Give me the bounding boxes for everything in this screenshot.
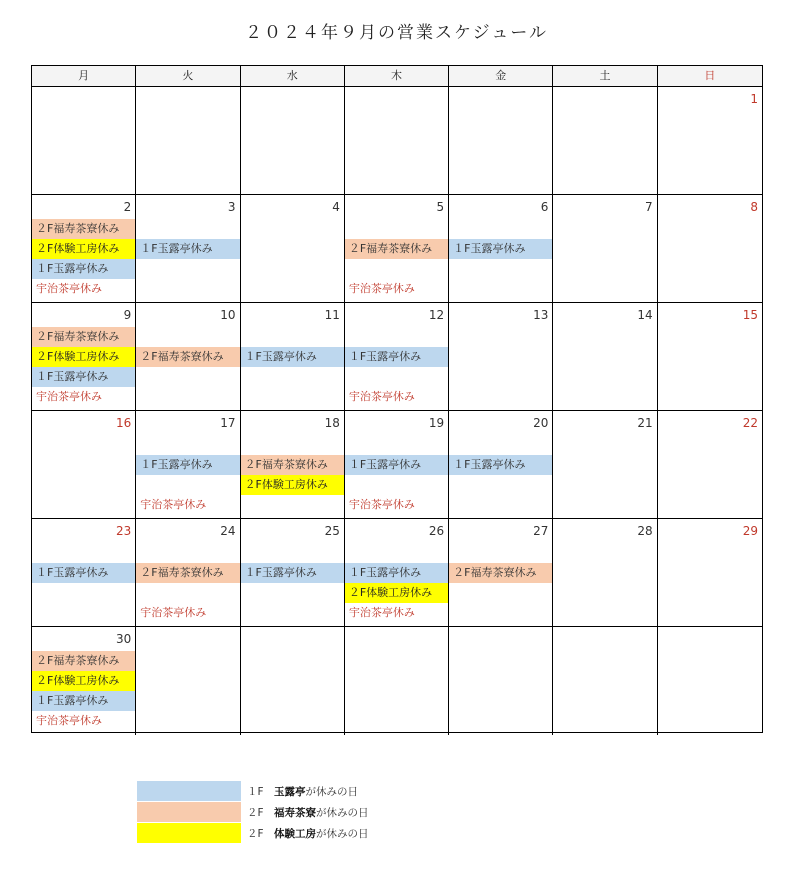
closure-event: ２F福寿茶寮休み — [241, 455, 344, 475]
day-number: 16 — [116, 416, 132, 430]
legend-row — [137, 781, 369, 801]
day-cell — [345, 195, 449, 302]
day-cell — [449, 303, 553, 410]
closure-event: 宇治茶亭休み — [348, 390, 415, 403]
day-cell — [241, 411, 345, 518]
day-number: 24 — [220, 524, 236, 538]
legend-floor: ２F — [247, 827, 275, 840]
closure-event: １F玉露亭休み — [136, 455, 239, 475]
day-cell — [345, 87, 449, 194]
day-cell — [136, 87, 240, 194]
weekday-header — [32, 66, 762, 87]
day-cell — [241, 519, 345, 626]
day-number: 19 — [428, 416, 445, 430]
day-number: 6 — [540, 200, 549, 214]
day-number: 2 — [123, 200, 132, 214]
closure-event: ２F体験工房休み — [32, 347, 135, 367]
week-row — [32, 519, 762, 627]
day-number: 30 — [116, 632, 132, 646]
weekday-sun: 日 — [658, 66, 762, 86]
closure-event: 宇治茶亭休み — [348, 282, 415, 295]
day-number: 17 — [220, 416, 236, 430]
closure-event: １F玉露亭休み — [345, 455, 448, 475]
day-number: 1 — [750, 92, 758, 106]
closure-event: ２F体験工房休み — [32, 239, 135, 259]
closure-event: ２F体験工房休み — [241, 475, 344, 495]
day-cell — [553, 627, 657, 735]
day-cell — [449, 87, 553, 194]
closure-event: ２F福寿茶寮休み — [32, 327, 135, 347]
day-cell — [241, 627, 345, 735]
day-number: 21 — [637, 416, 653, 430]
legend-label — [247, 784, 358, 799]
week-row — [32, 411, 762, 519]
closure-event: １F玉露亭休み — [32, 367, 135, 387]
closure-event: １F玉露亭休み — [345, 563, 448, 583]
closure-event: 宇治茶亭休み — [348, 606, 415, 619]
day-cell — [32, 519, 136, 626]
day-cell — [136, 303, 240, 410]
legend-floor: １F — [247, 785, 275, 798]
day-number: 22 — [742, 416, 758, 430]
weekday-thu: 木 — [345, 66, 449, 86]
day-number: 3 — [227, 200, 236, 214]
day-number: 20 — [533, 416, 549, 430]
day-cell — [658, 627, 762, 735]
weekday-fri: 金 — [449, 66, 553, 86]
closure-event: ２F福寿茶寮休み — [345, 239, 448, 259]
day-cell — [345, 303, 449, 410]
week-row — [32, 195, 762, 303]
closure-event: 宇治茶亭休み — [140, 606, 207, 619]
week-row — [32, 627, 762, 735]
closure-event: １F玉露亭休み — [241, 563, 344, 583]
day-cell — [658, 195, 762, 302]
day-cell — [345, 411, 449, 518]
day-number: 9 — [123, 308, 132, 322]
day-cell — [553, 303, 657, 410]
closure-event: ２F福寿茶寮休み — [32, 651, 135, 671]
legend-row — [137, 802, 369, 822]
day-cell — [553, 411, 657, 518]
day-cell — [32, 303, 136, 410]
closure-event: １F玉露亭休み — [345, 347, 448, 367]
closure-event: ２F福寿茶寮休み — [136, 563, 239, 583]
day-number: 15 — [742, 308, 758, 322]
day-cell — [553, 195, 657, 302]
weekday-tue: 火 — [136, 66, 240, 86]
calendar-grid — [31, 65, 763, 733]
day-number: 28 — [637, 524, 653, 538]
closure-event: 宇治茶亭休み — [140, 498, 207, 511]
day-cell — [32, 411, 136, 518]
day-number: 18 — [324, 416, 340, 430]
weekday-sat: 土 — [553, 66, 657, 86]
legend-swatch — [137, 802, 241, 822]
day-number: 7 — [645, 200, 653, 214]
legend-facility: 福寿茶寮 — [274, 806, 317, 819]
closure-event: 宇治茶亭休み — [36, 714, 102, 727]
day-cell — [449, 519, 553, 626]
closure-event: 宇治茶亭休み — [36, 282, 102, 295]
day-number: 10 — [220, 308, 236, 322]
day-number: 11 — [324, 308, 340, 322]
closure-event: 宇治茶亭休み — [36, 390, 102, 403]
day-cell — [658, 303, 762, 410]
closure-event: ２F体験工房休み — [32, 671, 135, 691]
legend — [137, 781, 369, 844]
legend-suffix: が休みの日 — [316, 827, 369, 840]
legend-swatch — [137, 823, 241, 843]
closure-event: ２F体験工房休み — [345, 583, 448, 603]
legend-suffix: が休みの日 — [305, 785, 359, 798]
week-row — [32, 87, 762, 195]
closure-event: １F玉露亭休み — [32, 563, 135, 583]
day-cell — [449, 411, 553, 518]
closure-event: 宇治茶亭休み — [348, 498, 415, 511]
legend-suffix: が休みの日 — [316, 806, 369, 819]
day-number: 5 — [436, 200, 445, 214]
day-cell — [241, 195, 345, 302]
day-cell — [345, 627, 449, 735]
day-cell — [658, 87, 762, 194]
legend-facility: 体験工房 — [274, 827, 317, 840]
day-cell — [136, 195, 240, 302]
closure-event: ２F福寿茶寮休み — [32, 219, 135, 239]
day-cell — [553, 87, 657, 194]
closure-event: ２F福寿茶寮休み — [136, 347, 239, 367]
day-cell — [241, 303, 345, 410]
day-cell — [136, 627, 240, 735]
legend-swatch — [137, 781, 241, 801]
legend-facility: 玉露亭 — [274, 785, 306, 798]
legend-label — [247, 805, 369, 820]
day-cell — [136, 519, 240, 626]
closure-event: １F玉露亭休み — [449, 239, 552, 259]
day-number: 12 — [428, 308, 445, 322]
closure-event: １F玉露亭休み — [32, 259, 135, 279]
day-number: 23 — [116, 524, 132, 538]
legend-floor: ２F — [247, 806, 275, 819]
weekday-mon: 月 — [32, 66, 136, 86]
day-cell — [345, 519, 449, 626]
closure-event: １F玉露亭休み — [241, 347, 344, 367]
day-cell — [241, 87, 345, 194]
day-cell — [658, 411, 762, 518]
day-cell — [449, 195, 553, 302]
day-cell — [32, 87, 136, 194]
legend-row — [137, 823, 369, 843]
day-number: 4 — [332, 200, 340, 214]
day-number: 25 — [324, 524, 340, 538]
day-cell — [449, 627, 553, 735]
closure-event: １F玉露亭休み — [136, 239, 239, 259]
day-cell — [553, 519, 657, 626]
week-row — [32, 303, 762, 411]
day-cell — [32, 627, 136, 735]
page-title: ２０２４年９月の営業スケジュール — [245, 23, 548, 43]
closure-event: １F玉露亭休み — [32, 691, 135, 711]
day-number: 27 — [533, 524, 549, 538]
day-number: 13 — [533, 308, 549, 322]
day-cell — [136, 411, 240, 518]
closure-event: ２F福寿茶寮休み — [449, 563, 552, 583]
day-number: 8 — [750, 200, 758, 214]
weekday-wed: 水 — [241, 66, 345, 86]
day-cell — [658, 519, 762, 626]
day-number: 29 — [742, 524, 758, 538]
day-number: 14 — [637, 308, 653, 322]
day-cell — [32, 195, 136, 302]
day-number: 26 — [428, 524, 445, 538]
legend-label — [247, 826, 369, 841]
closure-event: １F玉露亭休み — [449, 455, 552, 475]
